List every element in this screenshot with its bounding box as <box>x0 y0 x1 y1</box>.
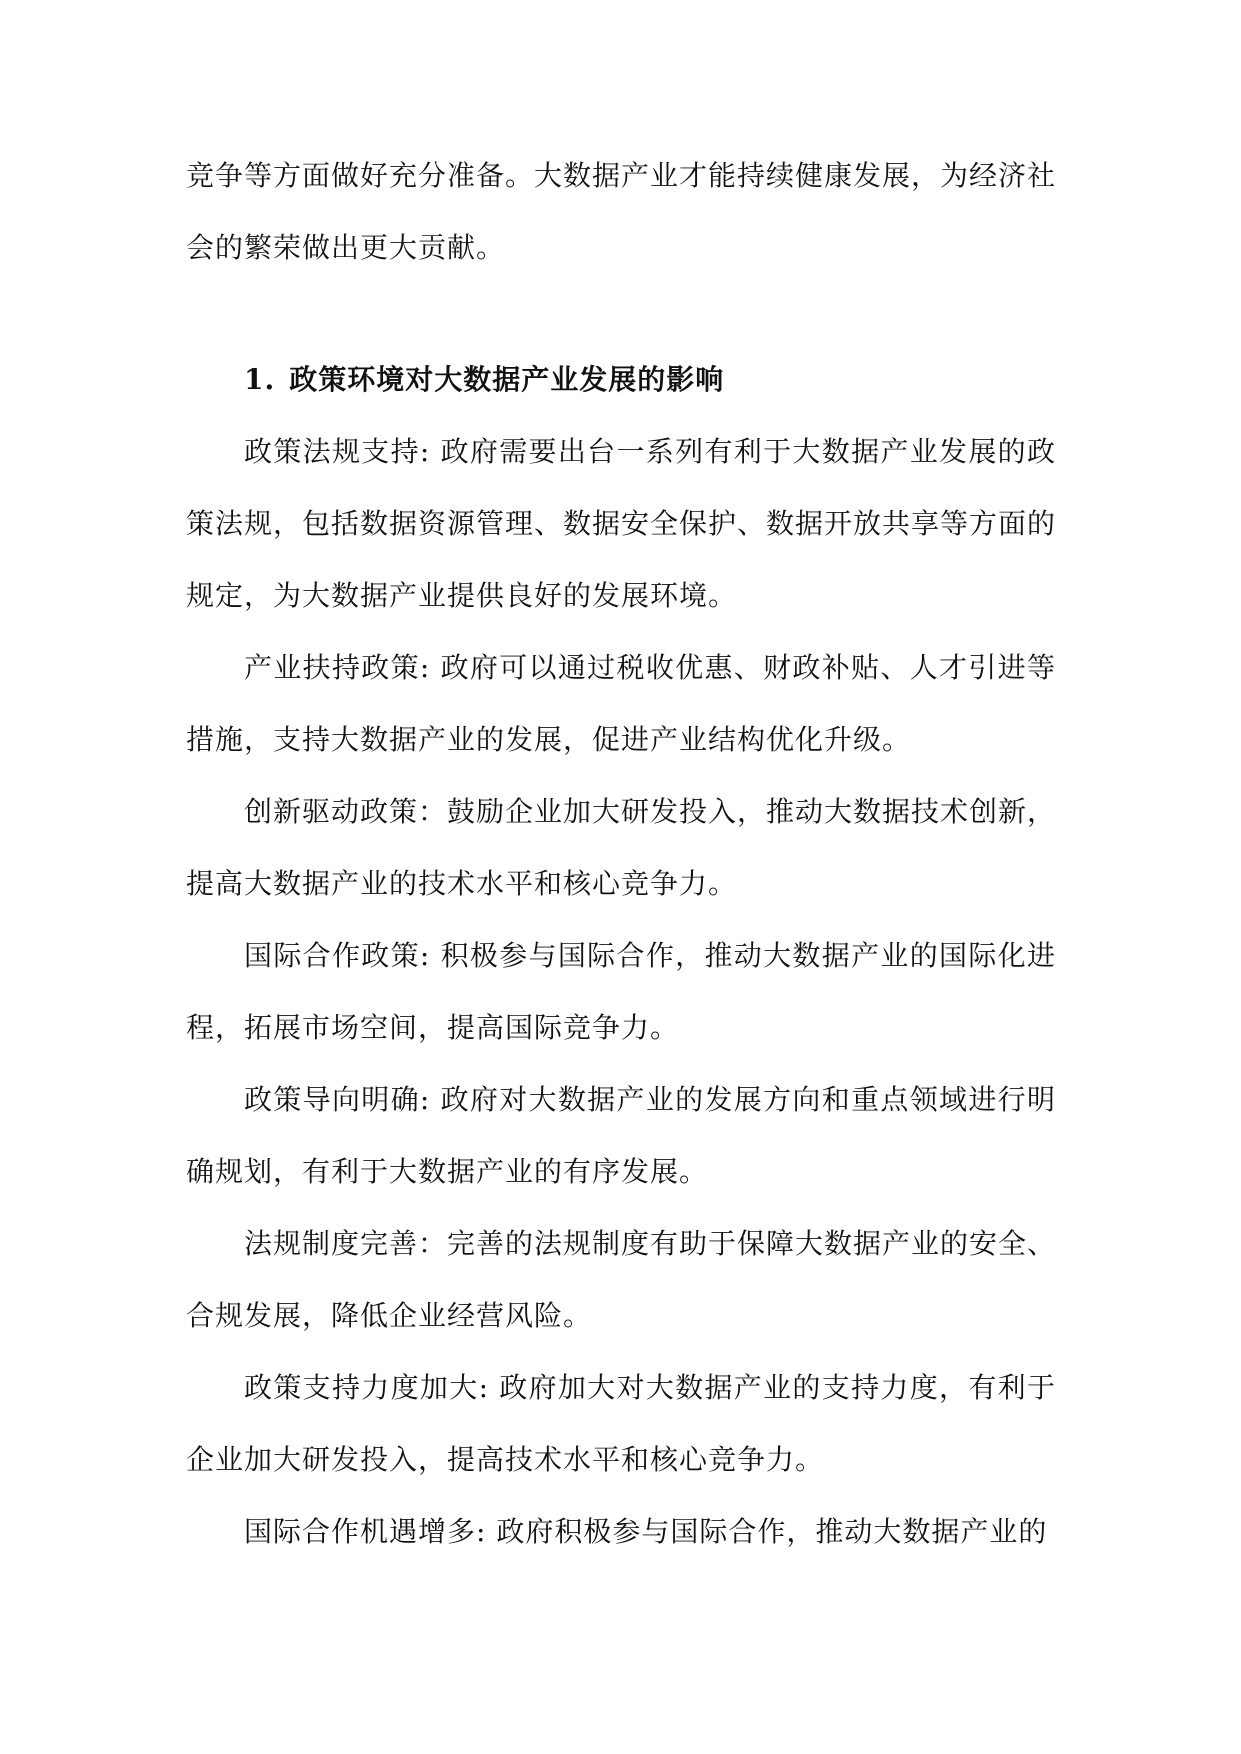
paragraph-policy-regulations: 政策法规支持: 政府需要出台一系列有利于大数据产业发展的政策法规，包括数据资源管理、数据安全保护、数据开放共享等方面的规定，为大数据产业提供良好的发展环境。 <box>186 435 1057 612</box>
document-body <box>186 140 1056 1568</box>
paragraph-regulation-system: 法规制度完善：完善的法规制度有助于保障大数据产业的安全、合规发展，降低企业经营风险。 <box>186 1227 1057 1332</box>
section-title: 政策环境对大数据产业发展的影响 <box>289 363 725 396</box>
section-number: 1. <box>244 363 276 396</box>
paragraph-innovation-policy: 创新驱动政策：鼓励企业加大研发投入，推动大数据技术创新，提高大数据产业的技术水平和核心竞争力。 <box>186 795 1057 900</box>
section-heading <box>186 344 1056 416</box>
paragraph-international-cooperation: 国际合作政策: 积极参与国际合作，推动大数据产业的国际化进程，拓展市场空间，提高国际竞争力。 <box>186 939 1056 1044</box>
paragraph-support-intensity: 政策支持力度加大: 政府加大对大数据产业的支持力度，有利于企业加大研发投入，提高技术水平和核心竞争力。 <box>186 1371 1056 1476</box>
intro-paragraph: 竞争等方面做好充分准备。大数据产业才能持续健康发展，为经济社会的繁荣做出更大贡献。 <box>186 159 1057 264</box>
paragraph-cooperation-opportunities: 国际合作机遇增多: 政府积极参与国际合作，推动大数据产业的 <box>244 1515 1048 1548</box>
section-spacer <box>186 284 1056 344</box>
paragraph-industry-support: 产业扶持政策: 政府可以通过税收优惠、财政补贴、人才引进等措施，支持大数据产业的发展，促进产业结构优化升级。 <box>186 651 1056 756</box>
paragraph-policy-direction: 政策导向明确: 政府对大数据产业的发展方向和重点领域进行明确规划，有利于大数据产业的有序发展。 <box>186 1083 1056 1188</box>
